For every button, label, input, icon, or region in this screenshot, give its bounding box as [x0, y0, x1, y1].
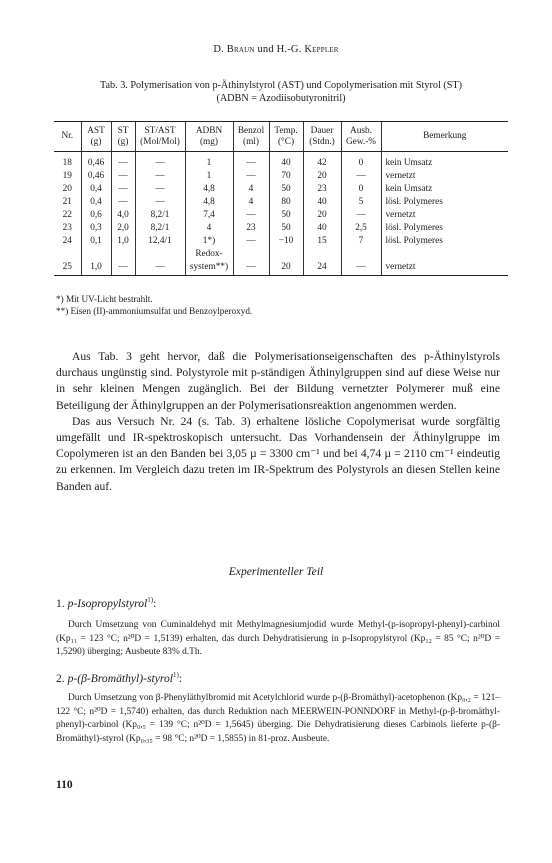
table-cell: — — [135, 152, 185, 170]
polymerisation-table — [54, 121, 508, 276]
table-cell: system**) — [185, 260, 233, 276]
table-cell — [341, 247, 381, 260]
footnote-redox-system: **) Eisen (II)-ammoniumsulfat und Benzoylperoxyd. — [56, 306, 253, 316]
table-cell: lösl. Polymeres — [381, 221, 508, 234]
table-cell: 20 — [62, 184, 72, 194]
table-cell: 24 — [62, 236, 72, 246]
table-row — [54, 221, 508, 234]
table-row — [54, 234, 508, 247]
table-cell: lösl. Polymeres — [381, 234, 508, 247]
table-cell: 42 — [303, 152, 341, 170]
table-cell: 40 — [269, 152, 303, 170]
subsection-colon: : — [153, 596, 157, 610]
table-cell: 8,2/1 — [135, 208, 185, 221]
subsection-heading-2 — [56, 671, 182, 685]
table-caption-line-2: (ADBN = Azodiisobutyronitril) — [216, 93, 346, 104]
author-name-braun: Braun — [226, 44, 255, 55]
table-cell: 20 — [303, 169, 341, 182]
table-cell — [269, 247, 303, 260]
table-cell: 19 — [62, 171, 72, 181]
section-title: Experimenteller Teil — [228, 565, 324, 578]
table-body — [54, 152, 508, 276]
table-row — [54, 169, 508, 182]
table-cell: — — [233, 234, 269, 247]
table-cell — [81, 247, 111, 260]
subsection-text-1 — [56, 619, 500, 660]
table-cell: Redox- — [185, 247, 233, 260]
table-cell: 1*) — [185, 234, 233, 247]
table-caption — [56, 79, 506, 105]
table-cell: — — [233, 208, 269, 221]
table-cell: 25 — [54, 260, 81, 276]
table-cell: 0,46 — [81, 152, 111, 170]
table-cell: 8,2/1 — [135, 221, 185, 234]
table-row — [54, 195, 508, 208]
column-header: Temp. (°C) — [269, 122, 303, 152]
table-cell: 4 — [233, 195, 269, 208]
table-cell: 0 — [341, 152, 381, 170]
table-cell: 50 — [269, 221, 303, 234]
subsection-title: p-Isopropylstyrol — [67, 596, 148, 610]
column-header: ST (g) — [111, 122, 135, 152]
table-cell: 23 — [233, 221, 269, 234]
table-cell: 0,1 — [81, 234, 111, 247]
table-cell: 7,4 — [185, 208, 233, 221]
reference-marker: 1) — [172, 671, 179, 679]
table-cell: — — [111, 195, 135, 208]
table-cell: 80 — [269, 195, 303, 208]
table-cell: 70 — [269, 169, 303, 182]
table-cell: 40 — [303, 195, 341, 208]
table-row — [54, 152, 508, 170]
table-cell: 5 — [341, 195, 381, 208]
table-cell: 23 — [62, 223, 72, 233]
running-head-mid: und H.-G. — [254, 44, 305, 55]
table-cell: 0 — [341, 182, 381, 195]
table-cell — [54, 247, 81, 260]
table-cell — [381, 247, 508, 260]
running-head — [0, 44, 552, 55]
table-cell — [233, 247, 269, 260]
table-cell: — — [233, 169, 269, 182]
column-header: ST/AST (Mol/Mol) — [135, 122, 185, 152]
table-cell: 12,4/1 — [135, 234, 185, 247]
subsection-paragraph: Durch Umsetzung von Cuminaldehyd mit Methylmagnesiumjodid wurde Methyl-(p-isopropyl-phenyl)-carbinol (Kp₁₁ = 123 °C; n²⁰D = 1,5139) erhalten, das durch Dehydratisierung in p-Isopropylstyrol (Kp₁₂ = 85 °C; n²⁰D = 1,5290) überging; Ausbeute 83% d.Th. — [56, 620, 500, 658]
table-cell: 0,4 — [81, 182, 111, 195]
table-cell: 24 — [303, 260, 341, 276]
table-cell: 4,0 — [111, 208, 135, 221]
table-row — [54, 260, 508, 276]
author-name-keppler: Keppler — [304, 44, 339, 55]
table-cell: — — [341, 208, 381, 221]
table-header-row — [54, 122, 508, 152]
table-cell: 2,5 — [341, 221, 381, 234]
table-cell: vernetzt — [381, 208, 508, 221]
subsection-number: 1. — [56, 596, 68, 610]
table-row — [54, 247, 508, 260]
table-cell: 50 — [269, 208, 303, 221]
subsection-paragraph: Durch Umsetzung von β-Phenyläthylbromid mit Acetylchlorid wurde p-(β-Bromäthyl)-acetophenon (Kp₀,₂ = 121–122 °C; n²⁰D = 1,5740) erhalten, das durch Reduktion nach MEERWEIN-PONNDORF in Methyl-(p-β-bromäthyl-phenyl)-carbinol (Kp₀,₅ = 139 °C; n²⁰D = 1,5645) überging. Die Dehydratisierung dieses Carbinols lieferte p-(β-Bromäthyl)-styrol (Kp₀,₃₅ = 98 °C; n²⁰D = 1,5855) in 81-proz. Ausbeute. — [56, 693, 500, 744]
table-cell: 2,0 — [111, 221, 135, 234]
table-cell: 4,8 — [185, 195, 233, 208]
table-cell: — — [341, 169, 381, 182]
table-cell: — — [111, 260, 135, 276]
footnote-uv-light: *) Mit UV-Licht bestrahlt. — [56, 294, 153, 304]
table-cell: 21 — [62, 197, 72, 207]
table-footnotes — [56, 293, 252, 317]
subsection-text-2 — [56, 692, 500, 746]
table-cell — [135, 247, 185, 260]
reference-marker: 1) — [147, 596, 154, 604]
table-cell: vernetzt — [381, 260, 508, 276]
body-text — [56, 349, 500, 495]
table-cell: — — [111, 182, 135, 195]
table-cell: 20 — [269, 260, 303, 276]
table-cell: 0,46 — [81, 169, 111, 182]
column-header: Nr. — [54, 122, 81, 152]
table-cell: — — [233, 152, 269, 170]
table-cell: 1 — [185, 152, 233, 170]
table-cell: −10 — [269, 234, 303, 247]
table-cell: lösl. Polymeres — [381, 195, 508, 208]
subsection-colon: : — [178, 671, 183, 685]
column-header: Benzol (ml) — [233, 122, 269, 152]
running-head-prefix: D. — [213, 44, 227, 55]
column-header: Bemerkung — [381, 122, 508, 152]
subsection-heading-1 — [56, 596, 156, 610]
table-cell: — — [135, 169, 185, 182]
table-cell: 1,0 — [81, 260, 111, 276]
table-cell: — — [341, 260, 381, 276]
table-cell: — — [135, 182, 185, 195]
table-cell: 7 — [341, 234, 381, 247]
table-cell: 40 — [303, 221, 341, 234]
column-header: Dauer (Stdn.) — [303, 122, 341, 152]
column-header: AST (g) — [81, 122, 111, 152]
table-cell: 22 — [62, 210, 72, 220]
table-cell: 0,6 — [81, 208, 111, 221]
table-cell: vernetzt — [381, 169, 508, 182]
body-paragraph-1: Aus Tab. 3 geht hervor, daß die Polymerisationseigenschaften des p-Äthinylstyrols durchaus ungünstig sind. Polystyrole mit p-ständigen Äthinylgruppen sind auf diese Weise nur in sehr kleinen Mengen zugänglich. Bei der Bildung vernetzter Polymerer muß eine Beteiligung der Äthinylgruppen an der Polymerisationsreaktion angenommen werden. — [56, 350, 500, 412]
table-cell: 4 — [185, 221, 233, 234]
table-cell: 4,8 — [185, 182, 233, 195]
subsection-title: p-(β-Bromäthyl)-styrol — [67, 671, 173, 685]
table-cell: 1,0 — [111, 234, 135, 247]
table-cell: — — [233, 260, 269, 276]
table-cell: 0,3 — [81, 221, 111, 234]
subsection-number: 2. — [56, 671, 68, 685]
table-cell: — — [111, 169, 135, 182]
table-cell: — — [111, 152, 135, 170]
body-paragraph-2: Das aus Versuch Nr. 24 (s. Tab. 3) erhaltene lösliche Copolymerisat wurde sorgfältig umgefällt und IR-spektroskopisch untersucht. Das Vorhandensein der Äthinylgruppe im Copolymeren ist an den Banden bei 3,05 µ = 3300 cm⁻¹ und bei 4,74 µ = 2110 cm⁻¹ eindeutig zu erkennen. Im Vergleich dazu treten im IR-Spektrum des Polystyrols an diesen Stellen keine Banden auf. — [56, 414, 500, 493]
column-header: ADBN (mg) — [185, 122, 233, 152]
table-cell: kein Umsatz — [381, 182, 508, 195]
table-cell: — — [135, 195, 185, 208]
table-cell: 15 — [303, 234, 341, 247]
table-cell — [303, 247, 341, 260]
table-row — [54, 208, 508, 221]
table-cell: — — [135, 260, 185, 276]
table-cell: kein Umsatz — [381, 152, 508, 170]
table-cell — [111, 247, 135, 260]
table-cell: 20 — [303, 208, 341, 221]
column-header: Ausb. Gew.-% — [341, 122, 381, 152]
table-row — [54, 182, 508, 195]
table-cell: 23 — [303, 182, 341, 195]
page-number: 110 — [56, 779, 73, 791]
table-cell: 50 — [269, 182, 303, 195]
table-cell: 4 — [233, 182, 269, 195]
table-cell: 0,4 — [81, 195, 111, 208]
table-cell: 18 — [62, 158, 72, 168]
table-cell: 1 — [185, 169, 233, 182]
table-caption-line-1: Tab. 3. Polymerisation von p-Äthinylstyrol (AST) und Copolymerisation mit Styrol (ST) — [99, 80, 463, 91]
